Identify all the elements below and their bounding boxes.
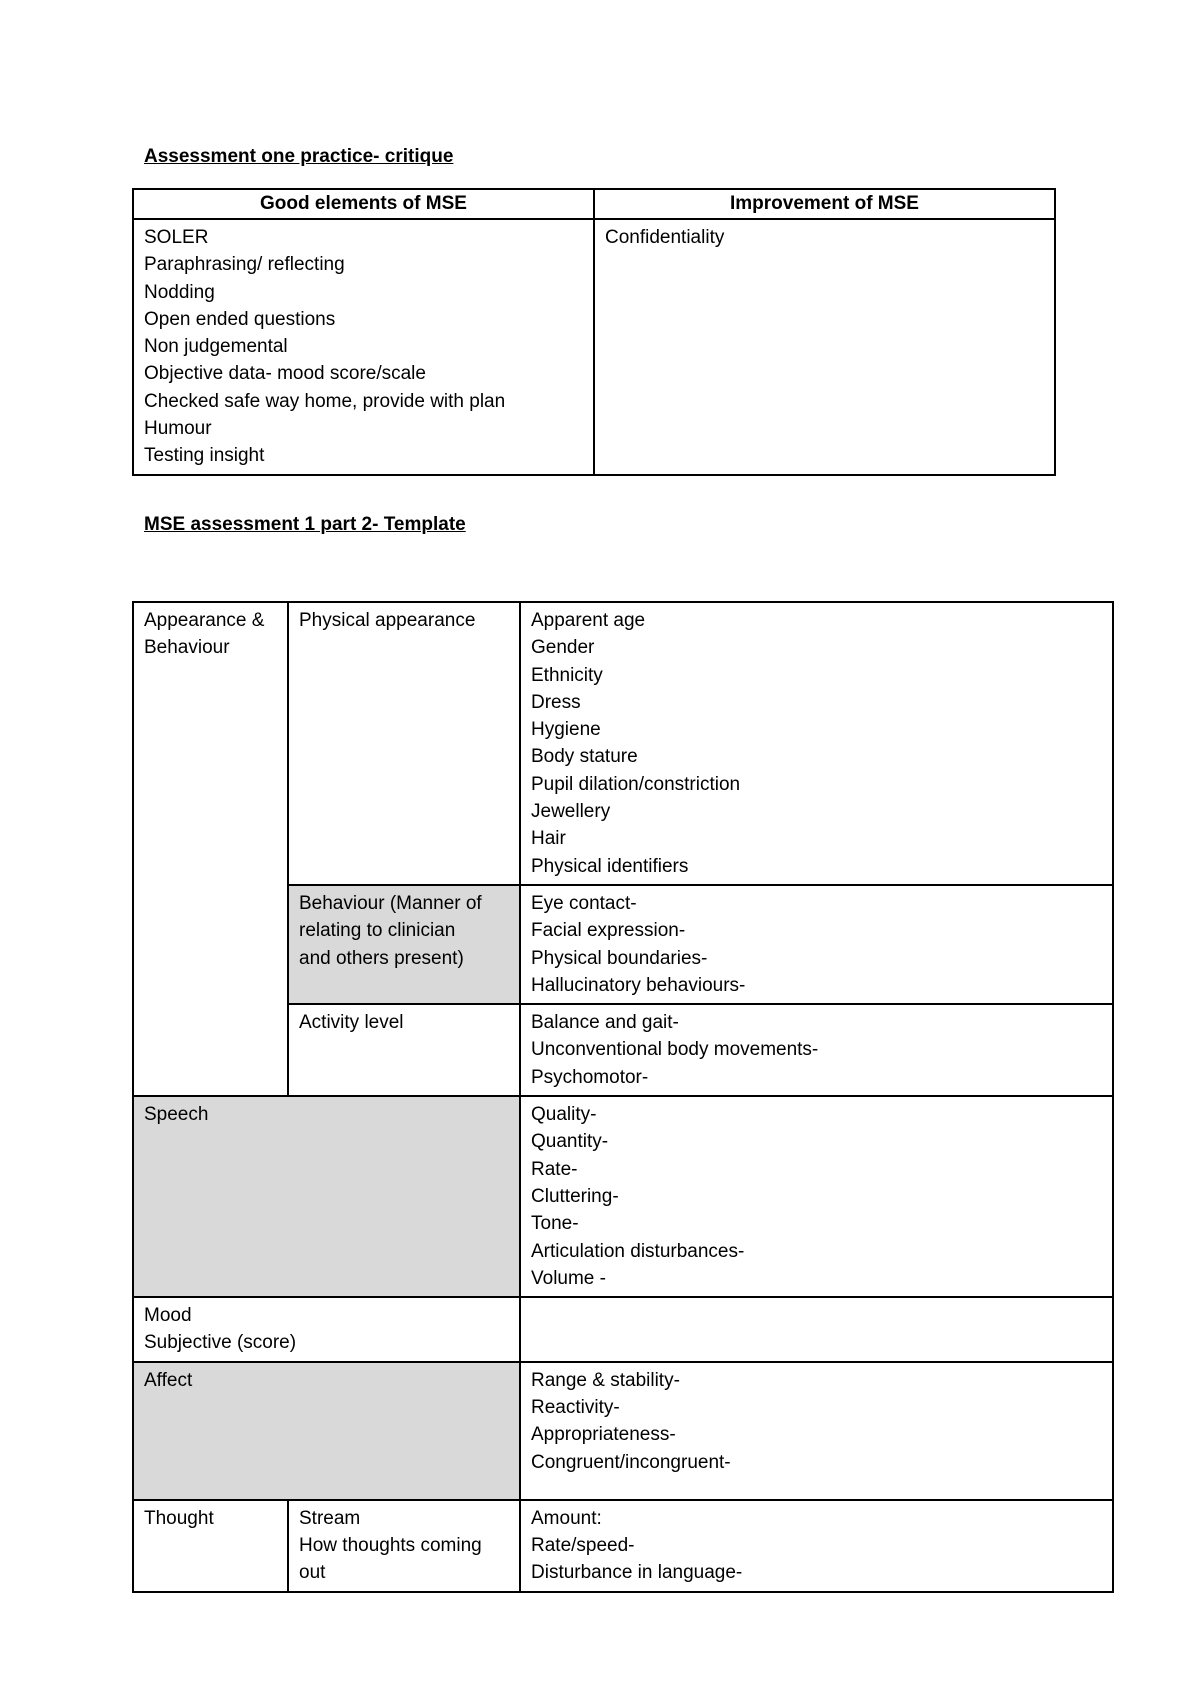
physical-appearance-row — [133, 602, 1113, 885]
behaviour-label: Behaviour (Manner of relating to clinician and others present) — [288, 885, 520, 1004]
list-item: Gender — [531, 637, 595, 659]
list-item: Physical boundaries- — [531, 947, 708, 969]
list-item: Amount: — [531, 1507, 602, 1529]
good-elements-header: Good elements of MSE — [133, 189, 594, 219]
list-item: Hair — [531, 828, 566, 850]
list-item: Ethnicity — [531, 664, 603, 686]
affect-items — [520, 1362, 1113, 1500]
list-item: Volume - — [531, 1267, 606, 1289]
affect-label: Affect — [133, 1362, 520, 1500]
list-item: Jewellery — [531, 801, 611, 823]
speech-label: Speech — [133, 1096, 520, 1297]
list-item: Objective data- mood score/scale — [144, 363, 426, 385]
list-item: Testing insight — [144, 445, 265, 467]
behaviour-items — [520, 885, 1113, 1004]
list-item: Nodding — [144, 281, 215, 303]
list-item: Hallucinatory behaviours- — [531, 974, 746, 996]
good-elements-cell — [133, 219, 594, 475]
list-item: Rate/speed- — [531, 1535, 635, 1557]
list-item: Tone- — [531, 1213, 579, 1235]
thought-label: Thought — [133, 1500, 288, 1592]
list-item: Pupil dilation/constriction — [531, 773, 741, 795]
list-item: Quantity- — [531, 1131, 609, 1153]
list-item: Non judgemental — [144, 336, 288, 358]
list-item: Unconventional body movements- — [531, 1039, 819, 1061]
list-item: SOLER — [144, 227, 209, 248]
thought-row — [133, 1500, 1113, 1592]
list-item: Balance and gait- — [531, 1012, 679, 1034]
list-item: Eye contact- — [531, 892, 637, 914]
list-item: Paraphrasing/ reflecting — [144, 254, 345, 276]
speech-items — [520, 1096, 1113, 1297]
list-item: Body stature — [531, 746, 638, 768]
list-item: Reactivity- — [531, 1397, 620, 1419]
physical-appearance-label: Physical appearance — [288, 602, 520, 885]
list-item: Open ended questions — [144, 308, 336, 330]
mood-value-cell — [520, 1297, 1113, 1362]
list-item: Cluttering- — [531, 1185, 619, 1207]
thought-stream-label: Stream How thoughts coming out — [288, 1500, 520, 1592]
list-item: Physical identifiers — [531, 855, 689, 877]
mood-row — [133, 1297, 1113, 1362]
list-item: Quality- — [531, 1104, 597, 1126]
list-item: Congruent/incongruent- — [531, 1451, 731, 1473]
list-item: Checked safe way home, provide with plan — [144, 390, 506, 412]
list-item: Hygiene — [531, 719, 601, 741]
list-item: Range & stability- — [531, 1369, 680, 1391]
list-item: Facial expression- — [531, 920, 686, 942]
list-item: Disturbance in language- — [531, 1562, 743, 1584]
activity-label: Activity level — [288, 1004, 520, 1096]
critique-header-row — [133, 189, 1055, 219]
list-item: Apparent age — [531, 610, 646, 631]
appearance-behaviour-label: Appearance & Behaviour — [133, 602, 288, 1096]
improvement-header: Improvement of MSE — [594, 189, 1055, 219]
thought-items — [520, 1500, 1113, 1592]
speech-row — [133, 1096, 1113, 1297]
list-item: Articulation disturbances- — [531, 1240, 745, 1262]
activity-items — [520, 1004, 1113, 1096]
list-item: Humour — [144, 418, 212, 440]
list-item: Appropriateness- — [531, 1424, 676, 1446]
physical-appearance-items — [520, 602, 1113, 885]
list-item: Confidentiality — [605, 227, 725, 248]
critique-table — [132, 188, 1056, 476]
affect-row — [133, 1362, 1113, 1500]
list-item: Psychomotor- — [531, 1066, 649, 1088]
mood-label: Mood Subjective (score) — [133, 1297, 520, 1362]
critique-body-row — [133, 219, 1055, 475]
improvement-cell — [594, 219, 1055, 475]
list-item: Rate- — [531, 1158, 578, 1180]
mse-template-table — [132, 601, 1114, 1593]
template-heading: MSE assessment 1 part 2- Template — [144, 514, 466, 535]
critique-heading: Assessment one practice- critique — [144, 146, 454, 167]
list-item: Dress — [531, 691, 581, 713]
